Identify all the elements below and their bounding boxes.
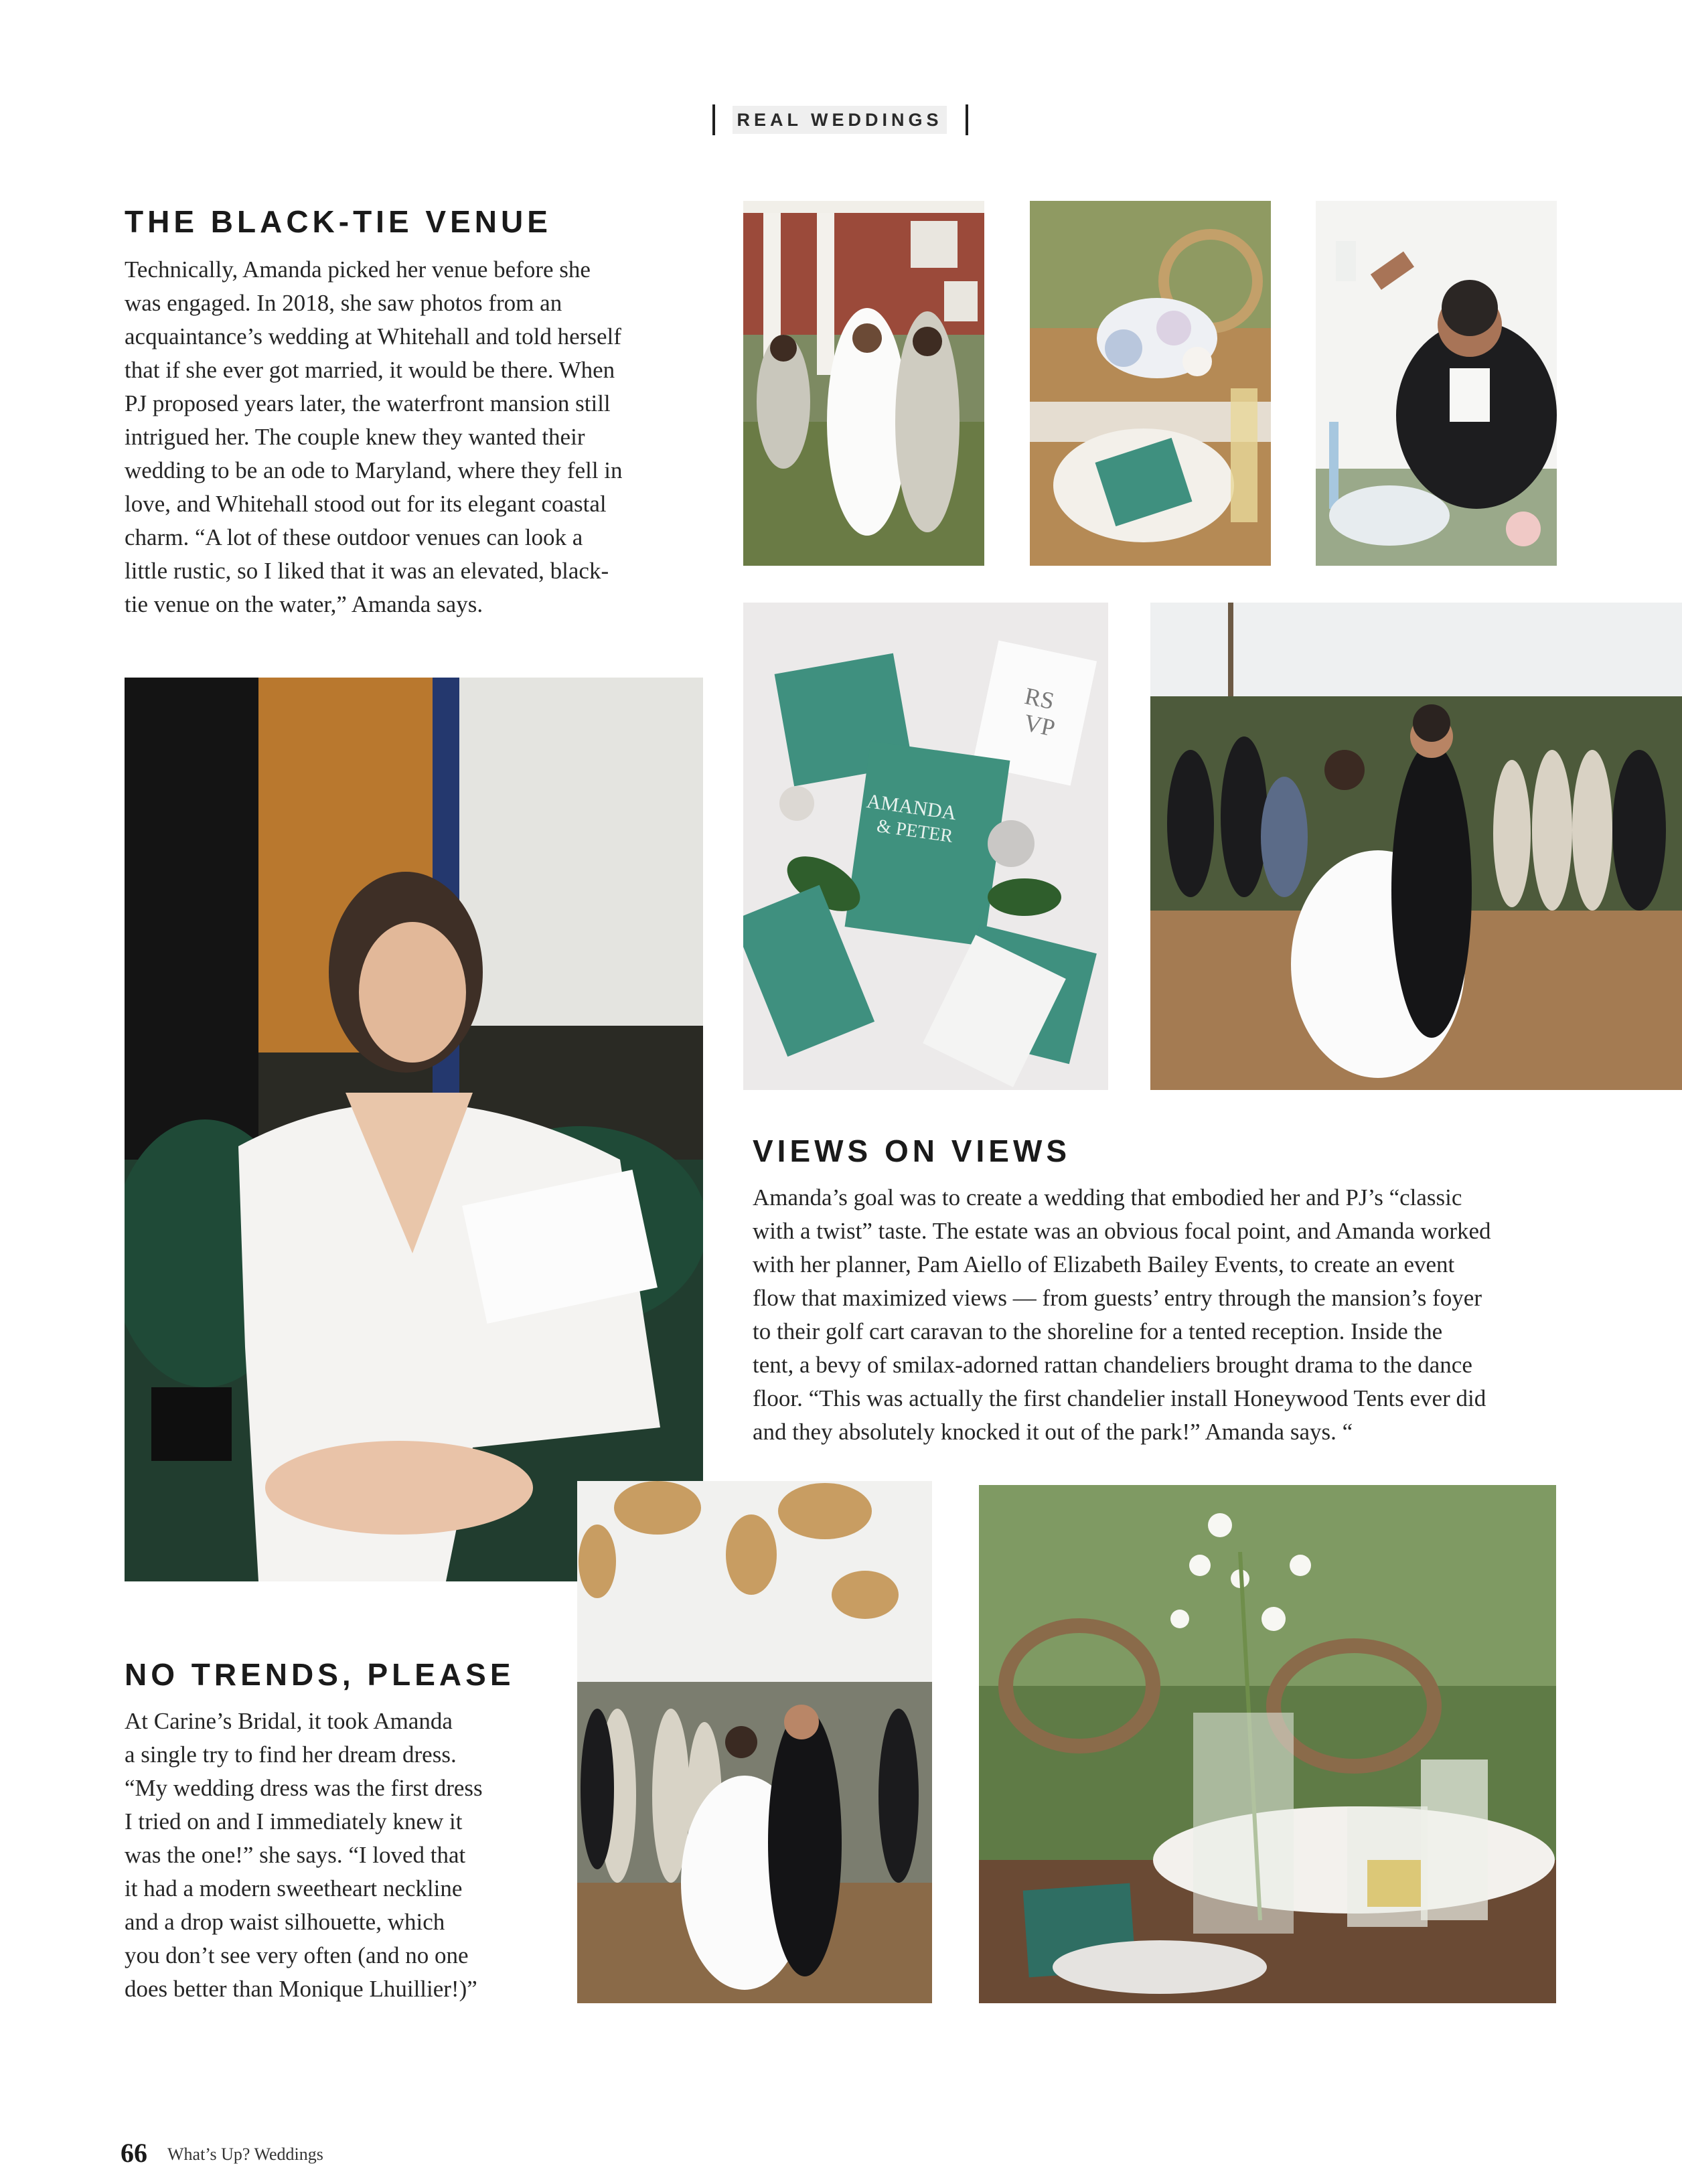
text-line: to their golf cart caravan to the shoreline for a tented reception. Inside the bbox=[753, 1318, 1443, 1344]
section-heading-black-tie-venue: THE BLACK-TIE VENUE bbox=[125, 204, 552, 239]
text-line: does better than Monique Lhuillier!)” bbox=[125, 1976, 477, 2002]
page-number: 66 bbox=[121, 2138, 147, 2168]
header-divider-left bbox=[712, 104, 715, 135]
text-line: I tried on and I immediately knew it bbox=[125, 1808, 463, 1835]
photo-chandeliers-first-dance bbox=[577, 1481, 932, 2003]
text-line: that if she ever got married, it would be there. When bbox=[125, 357, 615, 383]
photo-bridal-party bbox=[743, 201, 984, 566]
section-heading-views-on-views: VIEWS ON VIEWS bbox=[753, 1134, 1071, 1168]
text-line: “My wedding dress was the first dress bbox=[125, 1775, 483, 1801]
text-line: tie venue on the water,” Amanda says. bbox=[125, 591, 483, 617]
text-line: tent, a bevy of smilax-adorned rattan chandeliers brought drama to the dance bbox=[753, 1352, 1472, 1378]
text-line: and a drop waist silhouette, which bbox=[125, 1909, 445, 1935]
text-line: wedding to be an ode to Maryland, where they fell in bbox=[125, 457, 623, 483]
text-line: it had a modern sweetheart neckline bbox=[125, 1875, 463, 1901]
invite-name-peter: & PETER bbox=[875, 815, 954, 847]
text-line: was engaged. In 2018, she saw photos from an bbox=[125, 290, 562, 316]
section-body-black-tie-venue bbox=[125, 253, 700, 621]
section-body-no-trends bbox=[125, 1705, 553, 2006]
section-heading-no-trends: NO TRENDS, PLEASE bbox=[125, 1657, 515, 1692]
text-line: with a twist” taste. The estate was an obvious focal point, and Amanda worked bbox=[753, 1218, 1491, 1244]
text-line: acquaintance’s wedding at Whitehall and told herself bbox=[125, 323, 621, 349]
text-line: floor. “This was actually the first chandelier install Honeywood Tents ever did bbox=[753, 1385, 1486, 1411]
invite-name-amanda: AMANDA bbox=[865, 789, 958, 825]
text-line: with her planner, Pam Aiello of Elizabeth Bailey Events, to create an event bbox=[753, 1251, 1455, 1277]
photo-table-setting bbox=[1030, 201, 1271, 566]
section-body-views-on-views bbox=[753, 1181, 1630, 1449]
photo-toast bbox=[1316, 201, 1557, 566]
text-line: and they absolutely knocked it out of the park!” Amanda says. “ bbox=[753, 1419, 1353, 1445]
photo-first-dance-dip bbox=[1150, 603, 1682, 1090]
text-line: intrigued her. The couple knew they wanted their bbox=[125, 424, 585, 450]
publication-name: What’s Up? Weddings bbox=[167, 2144, 323, 2164]
text-line: a single try to find her dream dress. bbox=[125, 1741, 457, 1768]
header-divider-right bbox=[966, 104, 968, 135]
text-line: flow that maximized views — from guests’ entry through the mansion’s foyer bbox=[753, 1285, 1482, 1311]
rsvp-line-2: VP bbox=[1021, 708, 1058, 742]
rsvp-line-1: RS bbox=[1022, 682, 1057, 715]
section-tag: REAL WEDDINGS bbox=[733, 106, 947, 134]
photo-centerpiece-glasses bbox=[979, 1485, 1556, 2003]
text-line: PJ proposed years later, the waterfront mansion still bbox=[125, 390, 611, 416]
text-line: was the one!” she says. “I loved that bbox=[125, 1842, 466, 1868]
text-line: Amanda’s goal was to create a wedding that embodied her and PJ’s “classic bbox=[753, 1184, 1462, 1211]
text-line: At Carine’s Bridal, it took Amanda bbox=[125, 1708, 453, 1734]
text-line: Technically, Amanda picked her venue before she bbox=[125, 256, 591, 283]
text-line: you don’t see very often (and no one bbox=[125, 1942, 469, 1968]
text-line: love, and Whitehall stood out for its elegant coastal bbox=[125, 491, 607, 517]
text-line: charm. “A lot of these outdoor venues can look a bbox=[125, 524, 583, 550]
photo-bride-reading-letter bbox=[125, 678, 703, 1581]
photo-invitation-suite bbox=[743, 603, 1108, 1090]
text-line: little rustic, so I liked that it was an elevated, black- bbox=[125, 558, 609, 584]
